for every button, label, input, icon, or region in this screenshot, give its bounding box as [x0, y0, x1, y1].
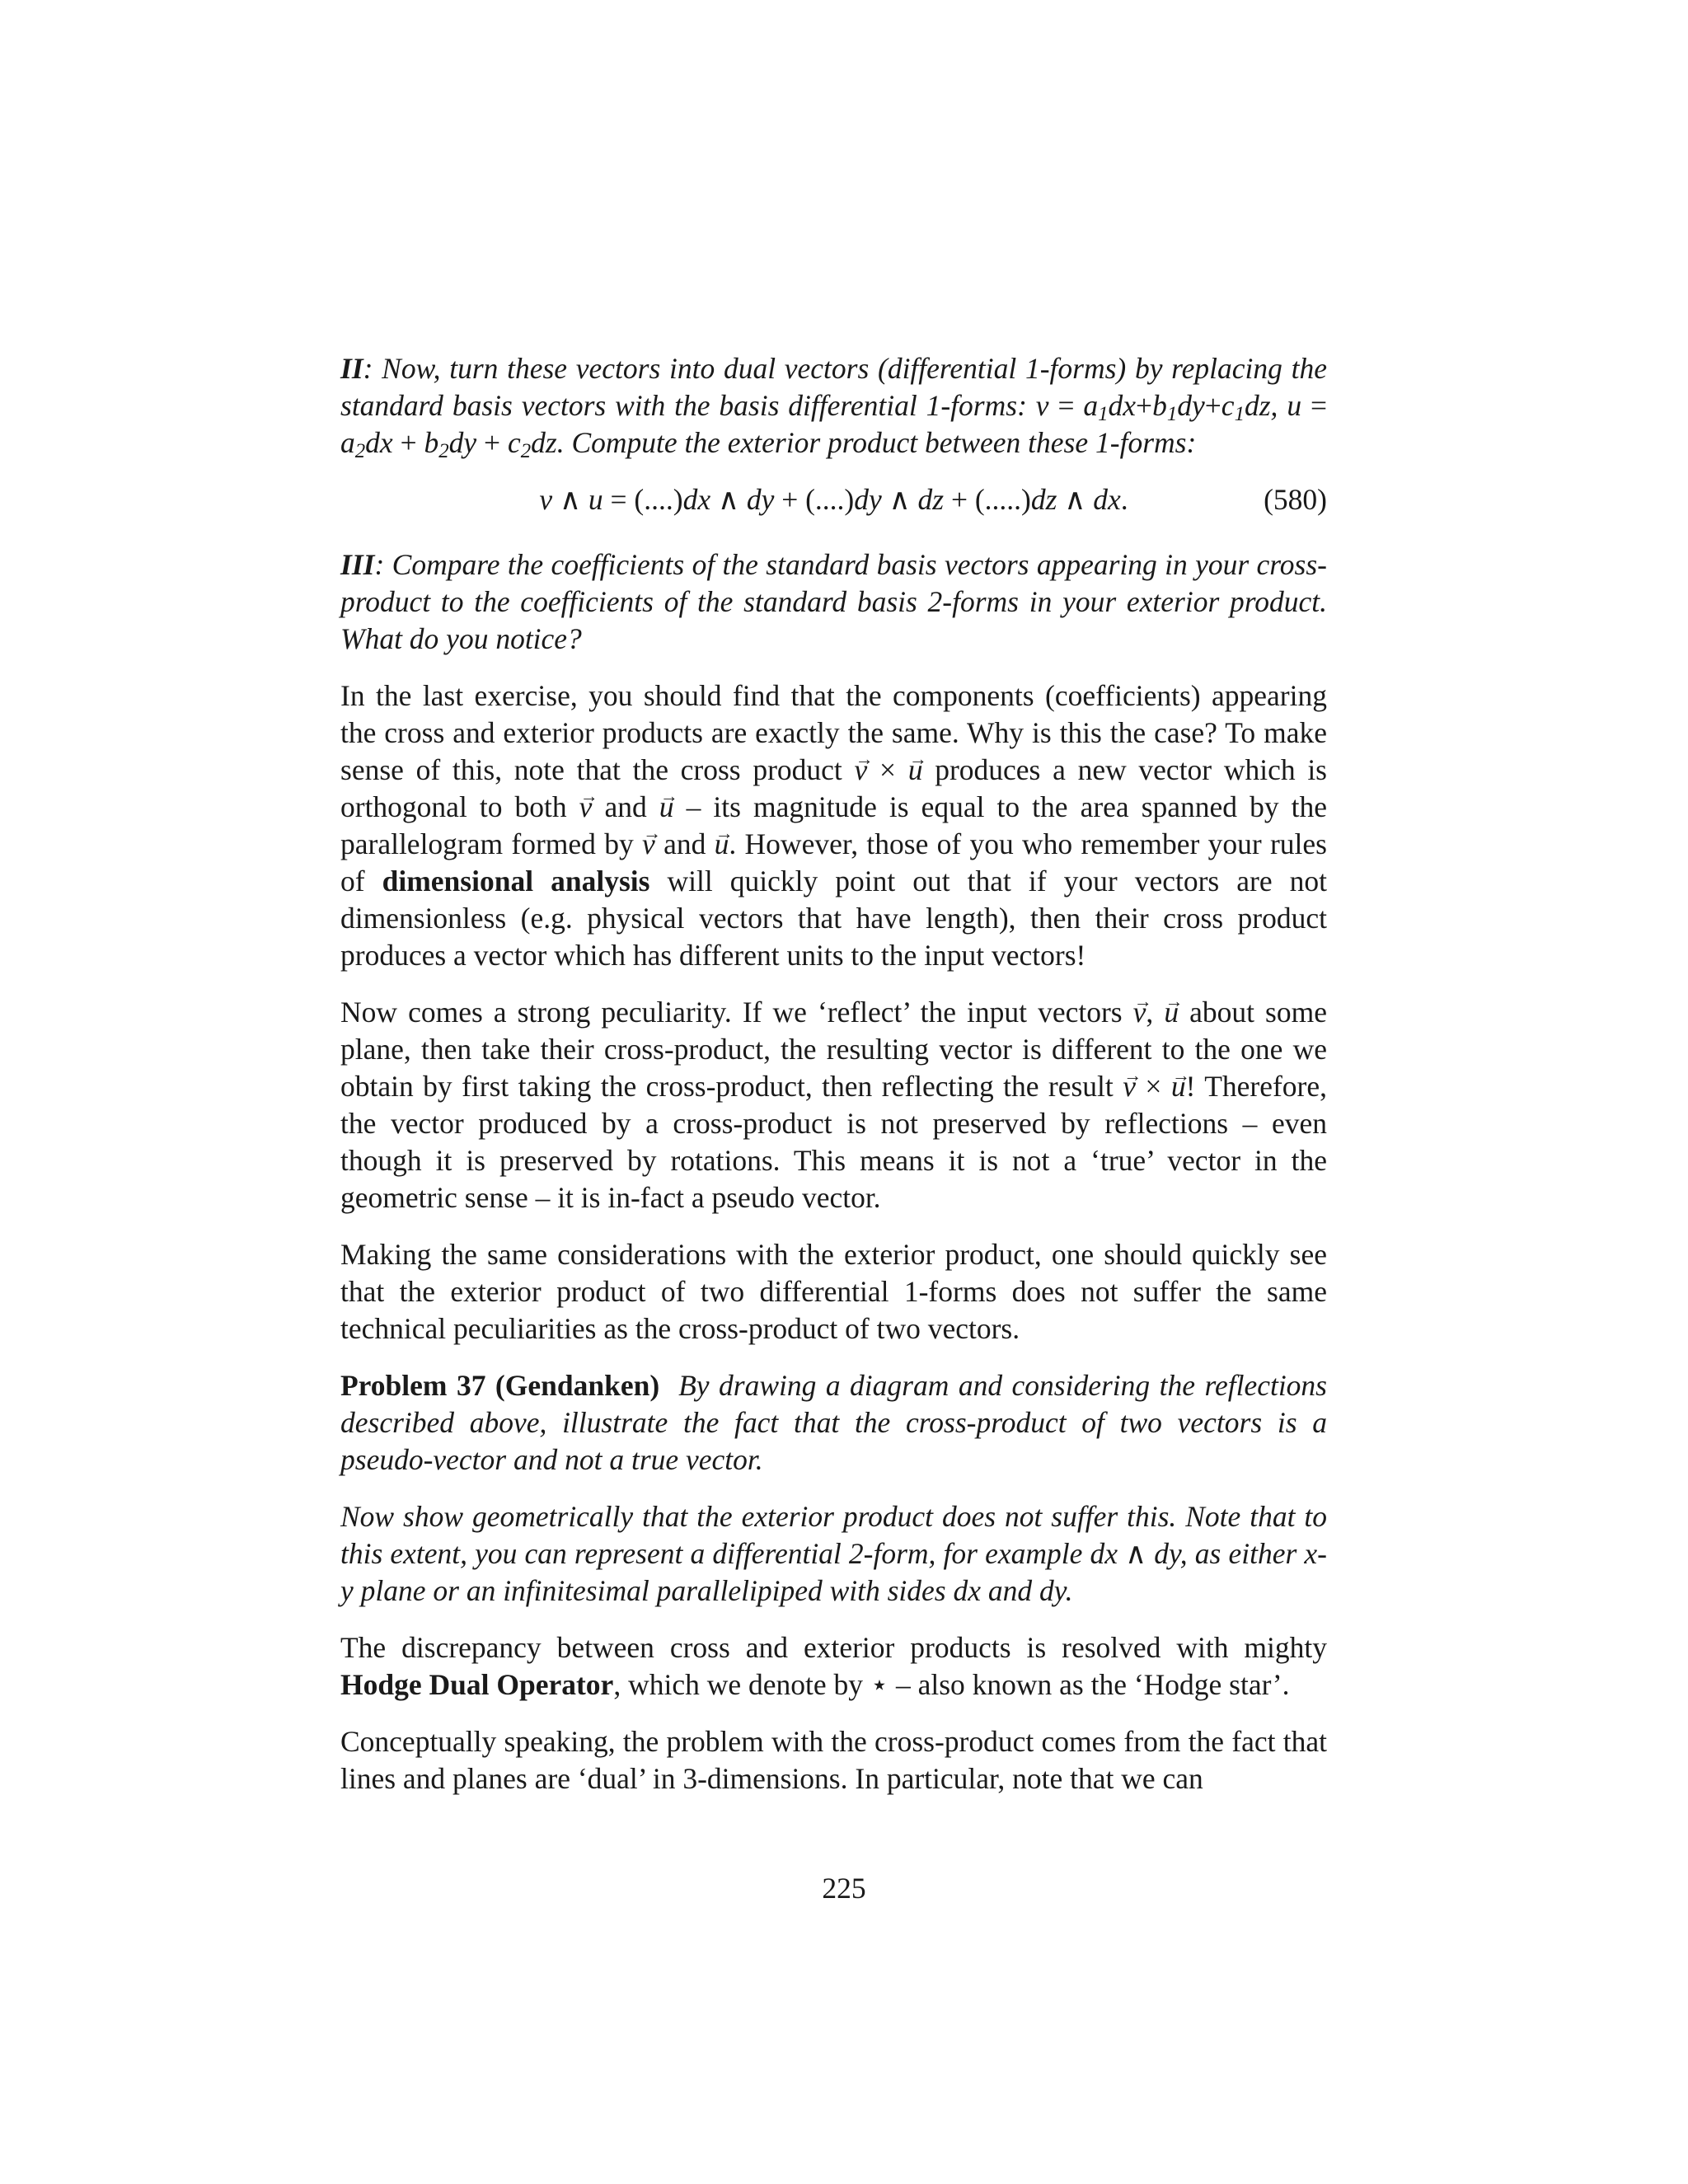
problem-37 [340, 1367, 1327, 1479]
para1-text-1: In the last exercise, you should find that the components (coefficients) appearing the cross and exterior products are exactly the same. Why is this the case? To make sense of this, note that the cross product [340, 679, 1327, 786]
math-vec-u: → u [908, 752, 923, 789]
problem-37-continued [340, 1498, 1327, 1610]
math-vec-v: → v [579, 789, 593, 826]
para4-text-4: . [1065, 1574, 1073, 1607]
paragraph-duality: Conceptually speaking, the problem with the cross-product comes from the fact that lines and planes are ‘dual’ in 3-dimensions. In particular, note that we can [340, 1725, 1327, 1795]
math-vec-u: → u [1171, 1068, 1186, 1105]
math-dx: dx [953, 1574, 982, 1607]
math-vec-v: → v [1133, 994, 1146, 1031]
math-vec-v: → v [642, 826, 655, 863]
para5-text-3: – also known as the ‘Hodge star’. [889, 1668, 1290, 1701]
part-2-text-a: : Now, turn these vectors into dual vectors (differential 1-forms) by replacing the standard basis vectors with the basis differential 1-forms: [340, 352, 1327, 422]
para2-text-2: about some plane, then take their cross-product, the resulting vector is different to the one we obtain by first taking the cross-product, then reflecting the result [340, 996, 1327, 1103]
math-dy: dy [1039, 1574, 1066, 1607]
paragraph-exterior-considerations: Making the same considerations with the exterior product, one should quickly see that the exterior product of two differential 1-forms does not suffer the same technical peculiarities as the cross-product of two vectors. [340, 1238, 1327, 1345]
paragraph-hodge [340, 1629, 1327, 1704]
math-dx-wedge-dy: dx ∧ dy [1090, 1537, 1180, 1570]
para1-text-3: and [592, 790, 659, 823]
para5-text-1: The discrepancy between cross and exterior products is resolved with mighty [340, 1631, 1327, 1664]
equation-body: v ∧ u = (....)dx ∧ dy + (....)dy ∧ dz + (.....)dz ∧ dx. [539, 483, 1128, 516]
equation-number: (580) [1264, 483, 1327, 516]
part-2-label: II [340, 352, 363, 385]
para4-text-2: , as either x-y plane or an infinitesimal parallelipiped with sides [340, 1537, 1327, 1607]
para1-text-4: – its magnitude is equal to the area spanned by the parallelogram formed by [340, 790, 1328, 860]
exercise-part-3 [340, 546, 1327, 658]
para1-text-6: . However, those of you who remember your rules of [340, 827, 1327, 898]
hodge-star-symbol: ⋆ [870, 1668, 889, 1701]
para4-text-3: and [981, 1574, 1040, 1607]
para2-text-1: Now comes a strong peculiarity. If we ‘reflect’ the input vectors [340, 996, 1133, 1029]
math-u-def: $u = a_2dx + b_2dy + c_2dz$ [340, 389, 1327, 463]
math-vec-u: → u [715, 826, 729, 863]
page-body [340, 350, 1327, 1797]
math-vec-v: → v [855, 752, 868, 789]
part-3-text: : Compare the coefficients of the standard basis vectors appearing in your cross-product to the coefficients of the standard basis 2-forms in your exterior product. What do you notice? [340, 548, 1327, 655]
exercise-part-2 [340, 350, 1327, 462]
para1-text-5: and [654, 827, 715, 860]
problem-heading: Problem 37 (Gendanken) [340, 1369, 660, 1402]
math-vec-u: → u [1164, 994, 1179, 1031]
math-times: × [879, 753, 897, 786]
term-dimensional-analysis: dimensional analysis [382, 865, 650, 898]
para2-text-3: ! Therefore, the vector produced by a cross-product is not preserved by reflections – even though it is preserved by rotations. This means it is not a ‘true’ vector in the geometric sense – it is in-fact a pseudo vector. [340, 1070, 1327, 1214]
math-times: × [1145, 1070, 1162, 1103]
problem-text: By drawing a diagram and considering the reflections described above, illustrate the fact that the cross-product of two vectors is a pseudo-vector and not a true vector. [340, 1369, 1327, 1476]
math-vec-u: → u [659, 789, 674, 826]
para1-text-7: will quickly point out that if your vectors are not dimensionless (e.g. physical vectors that have length), then their cross product produces a vector which has different units to the input vectors! [340, 865, 1327, 972]
para5-text-2: , which we denote by [613, 1668, 870, 1701]
part-3-label: III [340, 548, 375, 581]
equation-580 [340, 481, 1327, 518]
math-v-def: $v = a_1dx+b_1dy+c_1dz$, [1035, 389, 1278, 426]
para4-text-1: Now show geometrically that the exterior product does not suffer this. Note that to this extent, you can represent a differential 2-form, for example [340, 1500, 1327, 1570]
math-vec-v: → v [1123, 1068, 1136, 1105]
part-2-text-b: . Compute the exterior product between these 1-forms: [556, 426, 1197, 459]
para1-text-2: produces a new vector which is orthogonal to both [340, 753, 1327, 823]
term-hodge-dual-operator: Hodge Dual Operator [340, 1668, 614, 1701]
paragraph-cross-product [340, 677, 1327, 974]
paragraph-peculiarity: Now comes a strong peculiarity. If we ‘reflect’ the input vectors → v, → u about some plane, then take their cross-product, the resulting vector is different to the one we obtain by first taking the cross-product, then reflecting the result → v × → u! Therefore, the vector produced by a cross-product is not preserved by reflections – even though it is preserved by rotations. This means it is not a ‘true’ vector in the geometric sense – it is in-fact a pseudo vector. [340, 994, 1327, 1216]
page-number: 225 [822, 1872, 866, 1905]
